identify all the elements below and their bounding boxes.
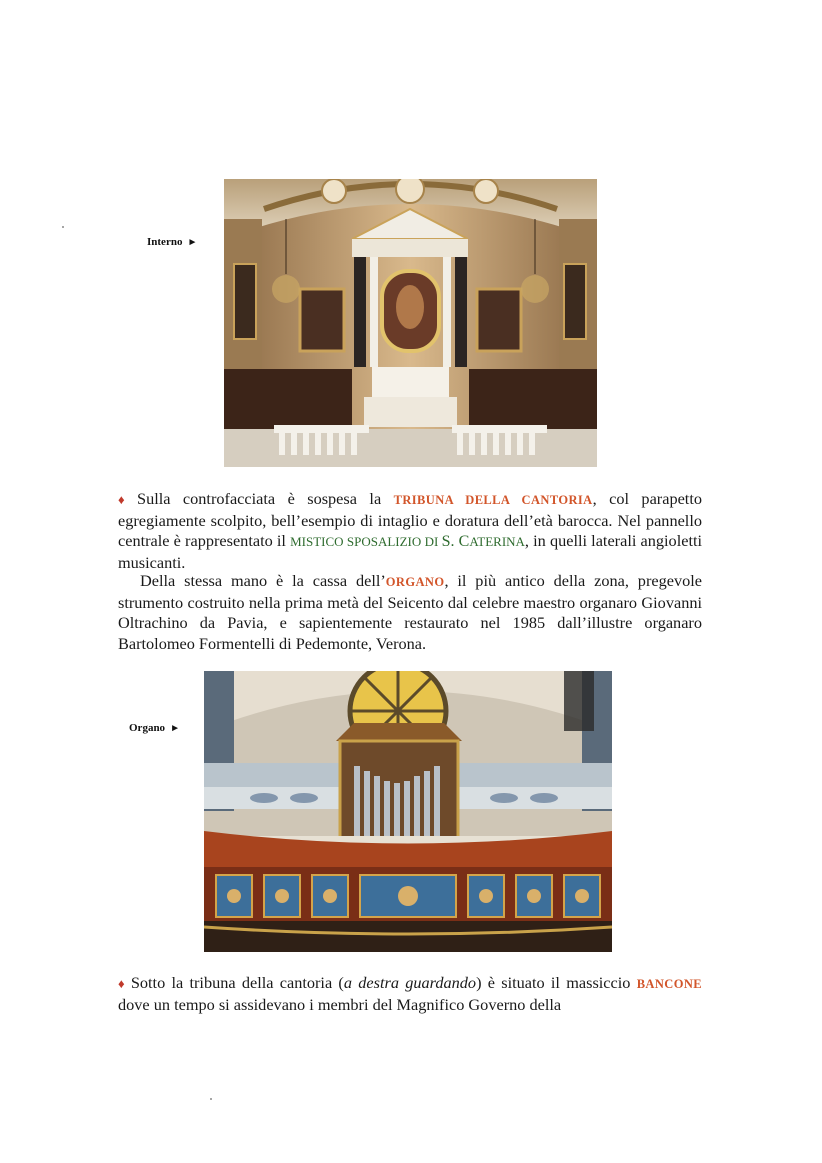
arrow-right-icon: ► — [187, 237, 198, 248]
caption-interno-label: Interno — [147, 236, 183, 248]
highlight-mistico-sposalizio — [290, 534, 525, 549]
para1-text-2: , col parapetto egregiamente scolpito, bell’esempio di intaglio e doratura dell’età barocca. Nel pannello centrale è rappresentato il — [118, 489, 702, 550]
para3-text-2: ) è situato il massiccio — [476, 973, 637, 992]
diamond-bullet-icon: ♦ — [118, 492, 134, 507]
highlight-bancone: BANCONE — [636, 977, 702, 991]
highlight-organo: ORGANO — [385, 575, 445, 589]
arrow-right-icon: ► — [170, 723, 180, 734]
photo-interior — [224, 179, 597, 467]
diamond-bullet-icon: ♦ — [118, 976, 127, 991]
photo-organ — [204, 671, 612, 952]
para2-text-1: Della stessa mano è la cassa dell’ — [140, 571, 386, 590]
para3-text-3: dove un tempo si assidevano i membri del Magnifico Governo della — [118, 994, 562, 1014]
organ-illustration — [204, 671, 612, 952]
para3-text-1: Sotto la tribuna della cantoria ( — [130, 973, 344, 992]
paragraph-bancone — [118, 973, 702, 1015]
para3-emphasis: a destra guardando — [343, 973, 477, 992]
highlight-tribuna-cantoria: TRIBUNA DELLA CANTORIA — [393, 493, 593, 507]
para2-text-2: , il più antico della zona, pregevole strumento costruito nella prima metà del Seicento dal celebre maestro organaro Giovanni Oltrachino da Pavia, e sapientemente restaurato nel 1985 dall’illustre organaro Bartolomeo Formentelli di Pedemonte, Verona. — [118, 571, 702, 653]
paragraph-organo — [118, 571, 702, 654]
para1-text-1: Sulla controfacciata è sospesa la — [137, 489, 394, 508]
scan-speck — [62, 226, 64, 228]
caption-organo — [129, 722, 180, 734]
paragraph-tribuna — [118, 489, 702, 573]
highlight-mistico-part-b: S. C — [441, 533, 470, 550]
para1-text-3: , in quelli laterali angioletti musicanti. — [118, 531, 703, 572]
scan-speck — [210, 1098, 212, 1100]
caption-organo-label: Organo — [129, 722, 166, 734]
highlight-mistico-part-a: MISTICO SPOSALIZIO DI — [290, 534, 442, 549]
highlight-mistico-part-c: ATERINA — [469, 534, 525, 549]
interior-illustration — [224, 179, 597, 467]
caption-interno — [147, 236, 197, 248]
